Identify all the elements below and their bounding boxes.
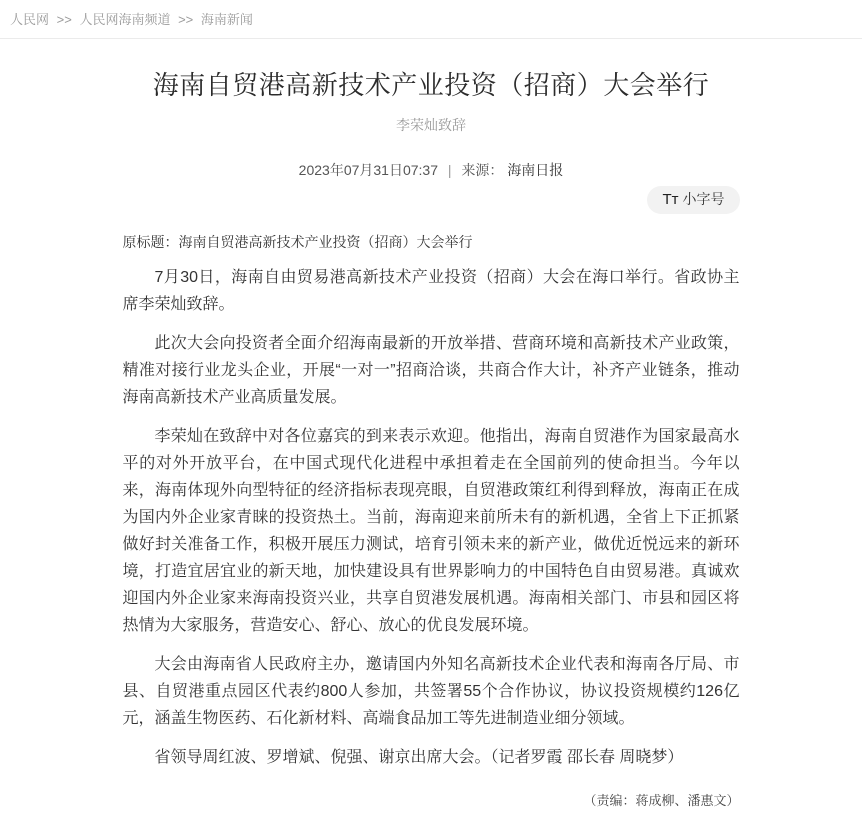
article-paragraph: 大会由海南省人民政府主办，邀请国内外知名高新技术企业代表和海南各厅局、市县、自贸港重点园区代表约800人参加，共签署55个合作协议，协议投资规模约126亿元，涵盖生物医药、石化新材料、高端食品加工等先进制造业细分领域。 <box>122 656 740 727</box>
article-paragraph: 此次大会向投资者全面介绍海南最新的开放举措、营商环境和高新技术产业政策，精准对接行业龙头企业，开展“一对一”招商洽谈，共商合作大计，补齐产业链条，推动海南高新技术产业高质量发展。 <box>122 335 740 406</box>
font-size-icon: Tᴛ <box>662 191 679 208</box>
font-size-label: 小字号 <box>682 191 725 207</box>
publish-date: 2023年07月31日07:37 <box>298 162 438 178</box>
article-paragraph: 7月30日，海南自由贸易港高新技术产业投资（招商）大会在海口举行。省政协主席李荣灿致辞。 <box>122 269 740 313</box>
article-subtitle: 李荣灿致辞 <box>396 117 466 133</box>
source-label: 来源： <box>461 162 504 178</box>
article-body <box>123 264 740 771</box>
breadcrumb-separator: >> <box>178 12 194 27</box>
article-meta <box>123 160 740 180</box>
breadcrumb-link-hainan-news[interactable]: 海南新闻 <box>200 12 253 27</box>
source-link[interactable]: 海南日报 <box>507 162 564 178</box>
original-title: 原标题：海南自贸港高新技术产业投资（招商）大会举行 <box>122 234 473 250</box>
breadcrumb-link-peoples-daily[interactable]: 人民网 <box>10 12 50 27</box>
article-toolbar <box>123 186 740 213</box>
article-paragraph: 省领导周红波、罗增斌、倪强、谢京出席大会。（记者罗霞 邵长春 周晓梦） <box>154 749 684 766</box>
article-container <box>123 66 740 819</box>
editors-line: （责编：蒋成柳、潘惠文） <box>583 793 740 808</box>
breadcrumb-separator: >> <box>56 12 72 27</box>
page-title: 海南自贸港高新技术产业投资（招商）大会举行 <box>152 70 710 100</box>
article-paragraph: 李荣灿在致辞中对各位嘉宾的到来表示欢迎。他指出，海南自贸港作为国家最高水平的对外开放平台，在中国式现代化进程中承担着走在全国前列的使命担当。今年以来，海南体现外向型特征的经济指标表现亮眼，自贸港政策红利得到释放，海南正在成为国内外企业家青睐的投资热土。当前，海南迎来前所未有的新机遇，全省上下正抓紧做好封关准备工作，积极开展压力测试，培育引领未来的新产业，做优近悦远来的新环境，打造宜居宜业的新天地，加快建设具有世界影响力的中国特色自由贸易港。真诚欢迎国内外企业家来海南投资兴业，共享自贸港发展机遇。海南相关部门、市县和园区将热情为大家服务，营造安心、舒心、放心的优良发展环境。 <box>122 428 740 634</box>
breadcrumb-link-hainan-channel[interactable]: 人民网海南频道 <box>79 12 171 27</box>
breadcrumb <box>0 0 862 39</box>
font-size-button[interactable] <box>647 186 739 214</box>
meta-separator: | <box>447 162 452 178</box>
